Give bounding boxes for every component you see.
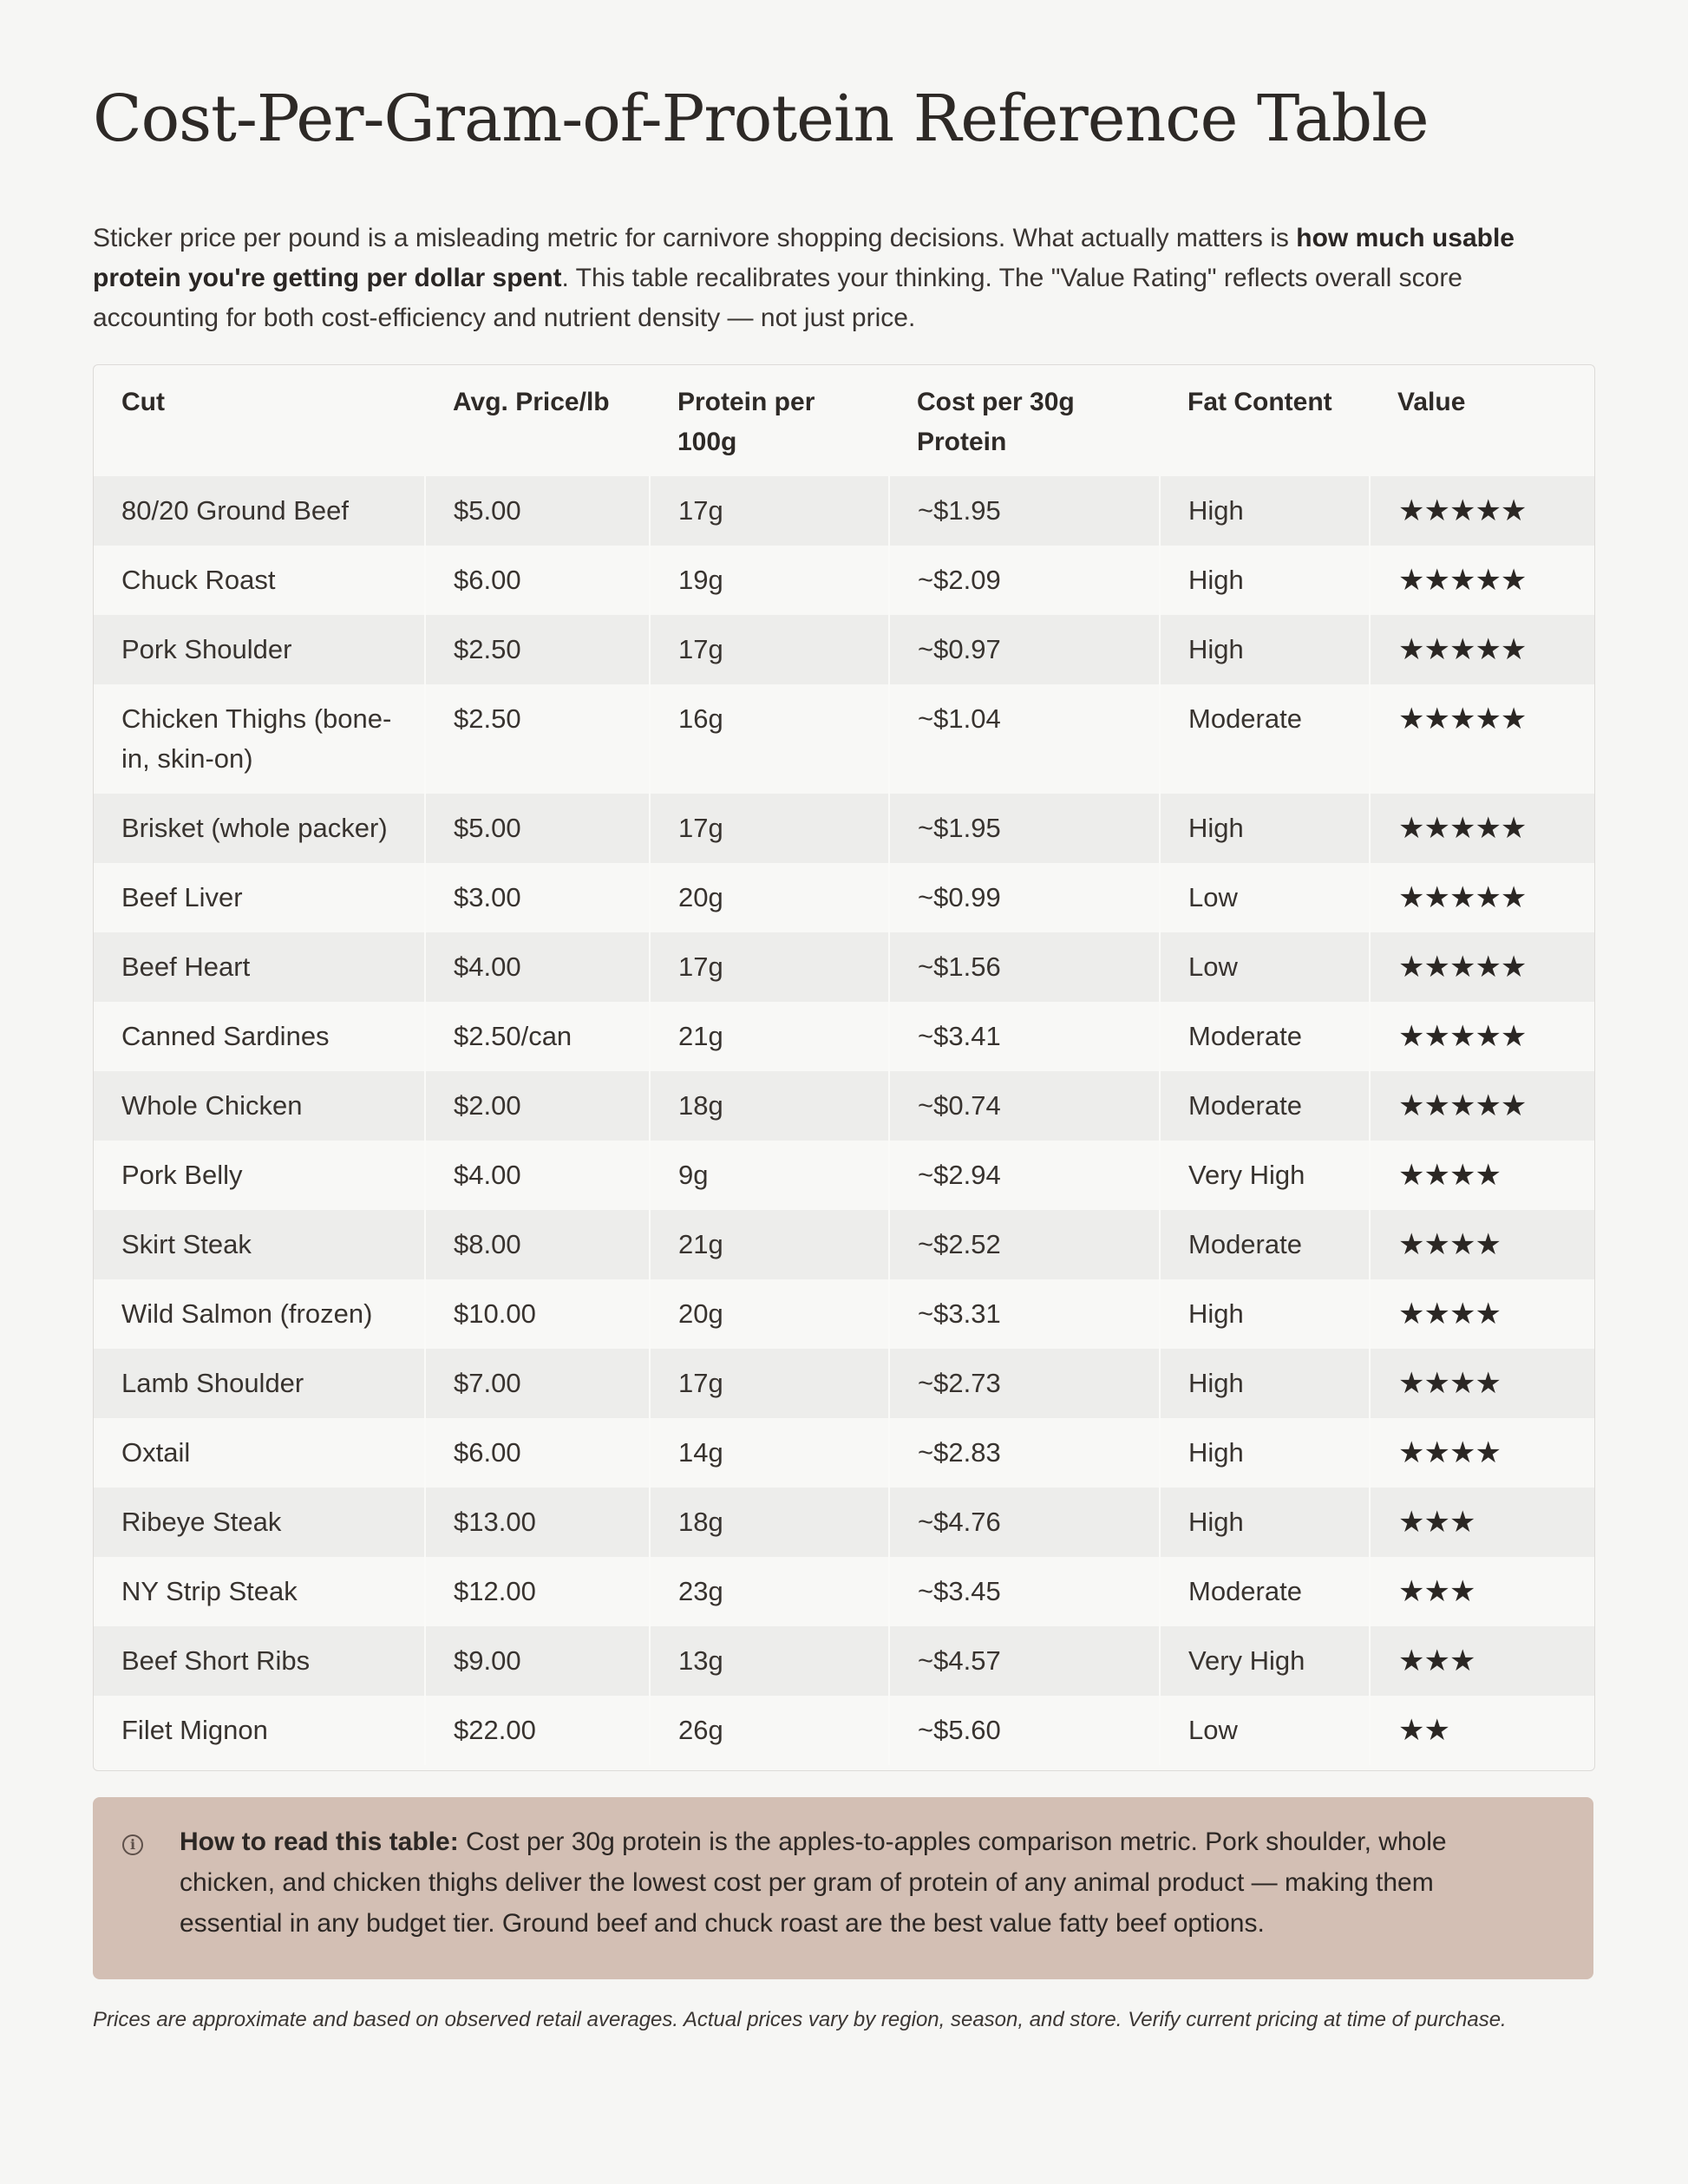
cell-fat: Low bbox=[1160, 863, 1370, 932]
cell-price: $2.50/can bbox=[425, 1002, 650, 1071]
intro-emphasis: how much usable protein you're getting per dollar spent bbox=[93, 224, 1515, 292]
intro-text-start: Sticker price per pound is a misleading metric for carnivore shopping decisions. What actually matters is bbox=[93, 224, 1297, 252]
cell-value: ★★★★ bbox=[1370, 1418, 1594, 1488]
callout-text: Cost per 30g protein is the apples-to-apples comparison metric. Pork shoulder, whole chicken, and chicken thighs deliver the lowest cost per gram of protein of any animal product — making them essential in any budget tier. Ground beef and chuck roast are the best value fatty beef options. bbox=[180, 1828, 1447, 1938]
cell-cost: ~$0.99 bbox=[889, 863, 1160, 932]
cell-protein: 20g bbox=[650, 863, 889, 932]
table-row bbox=[94, 684, 1594, 794]
how-to-read-callout bbox=[93, 1797, 1593, 1979]
cell-fat: High bbox=[1160, 615, 1370, 684]
cell-price: $2.50 bbox=[425, 684, 650, 794]
cell-price: $12.00 bbox=[425, 1557, 650, 1626]
cell-cost: ~$0.74 bbox=[889, 1071, 1160, 1141]
intro-paragraph bbox=[93, 219, 1595, 338]
cell-value: ★★ bbox=[1370, 1696, 1594, 1765]
cell-cut: Canned Sardines bbox=[94, 1002, 425, 1071]
cell-fat: Very High bbox=[1160, 1626, 1370, 1696]
cell-value: ★★★★★ bbox=[1370, 1002, 1594, 1071]
cell-protein: 21g bbox=[650, 1210, 889, 1279]
cell-protein: 18g bbox=[650, 1071, 889, 1141]
table-row bbox=[94, 1557, 1594, 1626]
cell-price: $7.00 bbox=[425, 1349, 650, 1418]
table-row bbox=[94, 1696, 1594, 1765]
cell-price: $8.00 bbox=[425, 1210, 650, 1279]
cell-fat: High bbox=[1160, 794, 1370, 863]
cell-price: $2.00 bbox=[425, 1071, 650, 1141]
cell-protein: 17g bbox=[650, 794, 889, 863]
cell-cut: Pork Belly bbox=[94, 1141, 425, 1210]
cell-cut: Filet Mignon bbox=[94, 1696, 425, 1765]
table-row bbox=[94, 1002, 1594, 1071]
cell-fat: High bbox=[1160, 1488, 1370, 1557]
cell-protein: 21g bbox=[650, 1002, 889, 1071]
cell-cost: ~$2.09 bbox=[889, 546, 1160, 615]
cell-cost: ~$3.45 bbox=[889, 1557, 1160, 1626]
cell-protein: 14g bbox=[650, 1418, 889, 1488]
table-row bbox=[94, 1418, 1594, 1488]
cell-price: $6.00 bbox=[425, 546, 650, 615]
table-row bbox=[94, 1210, 1594, 1279]
cell-protein: 9g bbox=[650, 1141, 889, 1210]
cell-fat: Moderate bbox=[1160, 684, 1370, 794]
cell-protein: 16g bbox=[650, 684, 889, 794]
header-price: Avg. Price/lb bbox=[453, 388, 610, 416]
pricing-footnote: Prices are approximate and based on observed retail averages. Actual prices vary by region, season, and store. Verify current pricing at time of purchase. bbox=[93, 2008, 1507, 2031]
header-value: Value bbox=[1397, 388, 1466, 416]
cell-value: ★★★ bbox=[1370, 1488, 1594, 1557]
cell-fat: Moderate bbox=[1160, 1071, 1370, 1141]
cell-protein: 17g bbox=[650, 932, 889, 1002]
cell-value: ★★★★ bbox=[1370, 1141, 1594, 1210]
cell-cut: 80/20 Ground Beef bbox=[94, 476, 425, 546]
cell-cost: ~$1.95 bbox=[889, 794, 1160, 863]
table-row bbox=[94, 615, 1594, 684]
cell-price: $5.00 bbox=[425, 476, 650, 546]
cell-cost: ~$3.31 bbox=[889, 1279, 1160, 1349]
header-cost: Cost per 30g Protein bbox=[917, 388, 1075, 456]
table-row bbox=[94, 863, 1594, 932]
table-row bbox=[94, 476, 1594, 546]
table-body bbox=[94, 476, 1594, 1765]
cell-cost: ~$1.95 bbox=[889, 476, 1160, 546]
cell-protein: 17g bbox=[650, 1349, 889, 1418]
cell-fat: Moderate bbox=[1160, 1002, 1370, 1071]
cell-cost: ~$2.94 bbox=[889, 1141, 1160, 1210]
cell-price: $13.00 bbox=[425, 1488, 650, 1557]
cell-value: ★★★★★ bbox=[1370, 615, 1594, 684]
protein-cost-table bbox=[93, 364, 1595, 1771]
table-row bbox=[94, 1071, 1594, 1141]
cell-cost: ~$2.73 bbox=[889, 1349, 1160, 1418]
cell-cut: Chuck Roast bbox=[94, 546, 425, 615]
cell-value: ★★★★★ bbox=[1370, 1071, 1594, 1141]
cell-cut: Skirt Steak bbox=[94, 1210, 425, 1279]
cell-cut: Beef Heart bbox=[94, 932, 425, 1002]
cell-fat: Low bbox=[1160, 932, 1370, 1002]
cell-price: $22.00 bbox=[425, 1696, 650, 1765]
cell-cost: ~$4.76 bbox=[889, 1488, 1160, 1557]
cell-cut: Ribeye Steak bbox=[94, 1488, 425, 1557]
cell-value: ★★★ bbox=[1370, 1626, 1594, 1696]
table-row bbox=[94, 932, 1594, 1002]
cell-cost: ~$2.52 bbox=[889, 1210, 1160, 1279]
cell-value: ★★★★★ bbox=[1370, 794, 1594, 863]
intro-text-end: . This table recalibrates your thinking. The "Value Rating" reflects overall score accounting for both cost-efficiency and nutrient density — not just price. bbox=[93, 264, 1462, 332]
header-cut: Cut bbox=[121, 388, 165, 416]
cell-cut: Oxtail bbox=[94, 1418, 425, 1488]
table-row bbox=[94, 794, 1594, 863]
cell-fat: Moderate bbox=[1160, 1557, 1370, 1626]
cell-price: $3.00 bbox=[425, 863, 650, 932]
cell-cut: Lamb Shoulder bbox=[94, 1349, 425, 1418]
cell-value: ★★★ bbox=[1370, 1557, 1594, 1626]
header-protein: Protein per 100g bbox=[677, 388, 815, 456]
cell-value: ★★★★ bbox=[1370, 1349, 1594, 1418]
cell-cut: Brisket (whole packer) bbox=[94, 794, 425, 863]
cell-value: ★★★★ bbox=[1370, 1210, 1594, 1279]
cell-cost: ~$1.04 bbox=[889, 684, 1160, 794]
cell-price: $6.00 bbox=[425, 1418, 650, 1488]
cell-cost: ~$4.57 bbox=[889, 1626, 1160, 1696]
cell-protein: 18g bbox=[650, 1488, 889, 1557]
table-row bbox=[94, 1279, 1594, 1349]
cell-price: $2.50 bbox=[425, 615, 650, 684]
cell-value: ★★★★★ bbox=[1370, 546, 1594, 615]
table-row bbox=[94, 1349, 1594, 1418]
cell-price: $4.00 bbox=[425, 932, 650, 1002]
cell-protein: 17g bbox=[650, 615, 889, 684]
cell-fat: Low bbox=[1160, 1696, 1370, 1765]
cell-cost: ~$1.56 bbox=[889, 932, 1160, 1002]
cell-protein: 20g bbox=[650, 1279, 889, 1349]
cell-value: ★★★★★ bbox=[1370, 476, 1594, 546]
cell-protein: 23g bbox=[650, 1557, 889, 1626]
cell-fat: High bbox=[1160, 1279, 1370, 1349]
cell-fat: High bbox=[1160, 476, 1370, 546]
cell-fat: High bbox=[1160, 1349, 1370, 1418]
cell-fat: Very High bbox=[1160, 1141, 1370, 1210]
callout-label: How to read this table: bbox=[180, 1828, 459, 1856]
cell-protein: 17g bbox=[650, 476, 889, 546]
cell-cost: ~$0.97 bbox=[889, 615, 1160, 684]
cell-cost: ~$2.83 bbox=[889, 1418, 1160, 1488]
cell-cut: Beef Liver bbox=[94, 863, 425, 932]
cell-protein: 19g bbox=[650, 546, 889, 615]
cell-protein: 26g bbox=[650, 1696, 889, 1765]
cell-price: $9.00 bbox=[425, 1626, 650, 1696]
cell-price: $4.00 bbox=[425, 1141, 650, 1210]
cell-cut: Wild Salmon (frozen) bbox=[94, 1279, 425, 1349]
cell-value: ★★★★ bbox=[1370, 1279, 1594, 1349]
header-fat: Fat Content bbox=[1187, 388, 1332, 416]
cell-price: $10.00 bbox=[425, 1279, 650, 1349]
page-title: Cost-Per-Gram-of-Protein Reference Table bbox=[93, 82, 1429, 156]
table-row bbox=[94, 1141, 1594, 1210]
table-row bbox=[94, 546, 1594, 615]
cell-cut: Chicken Thighs (bone-in, skin-on) bbox=[94, 684, 425, 794]
cell-protein: 13g bbox=[650, 1626, 889, 1696]
table-header bbox=[94, 365, 1594, 476]
cell-fat: High bbox=[1160, 546, 1370, 615]
cell-cut: Whole Chicken bbox=[94, 1071, 425, 1141]
cell-value: ★★★★★ bbox=[1370, 863, 1594, 932]
cell-value: ★★★★★ bbox=[1370, 684, 1594, 794]
cell-value: ★★★★★ bbox=[1370, 932, 1594, 1002]
cell-cut: NY Strip Steak bbox=[94, 1557, 425, 1626]
cell-cost: ~$5.60 bbox=[889, 1696, 1160, 1765]
cell-fat: Moderate bbox=[1160, 1210, 1370, 1279]
table-row bbox=[94, 1488, 1594, 1557]
cell-cut: Beef Short Ribs bbox=[94, 1626, 425, 1696]
cell-cut: Pork Shoulder bbox=[94, 615, 425, 684]
info-icon: i bbox=[122, 1834, 143, 1855]
header-row bbox=[94, 365, 1594, 476]
cell-cost: ~$3.41 bbox=[889, 1002, 1160, 1071]
table-row bbox=[94, 1626, 1594, 1696]
reference-table bbox=[94, 365, 1594, 1765]
cell-fat: High bbox=[1160, 1418, 1370, 1488]
cell-price: $5.00 bbox=[425, 794, 650, 863]
